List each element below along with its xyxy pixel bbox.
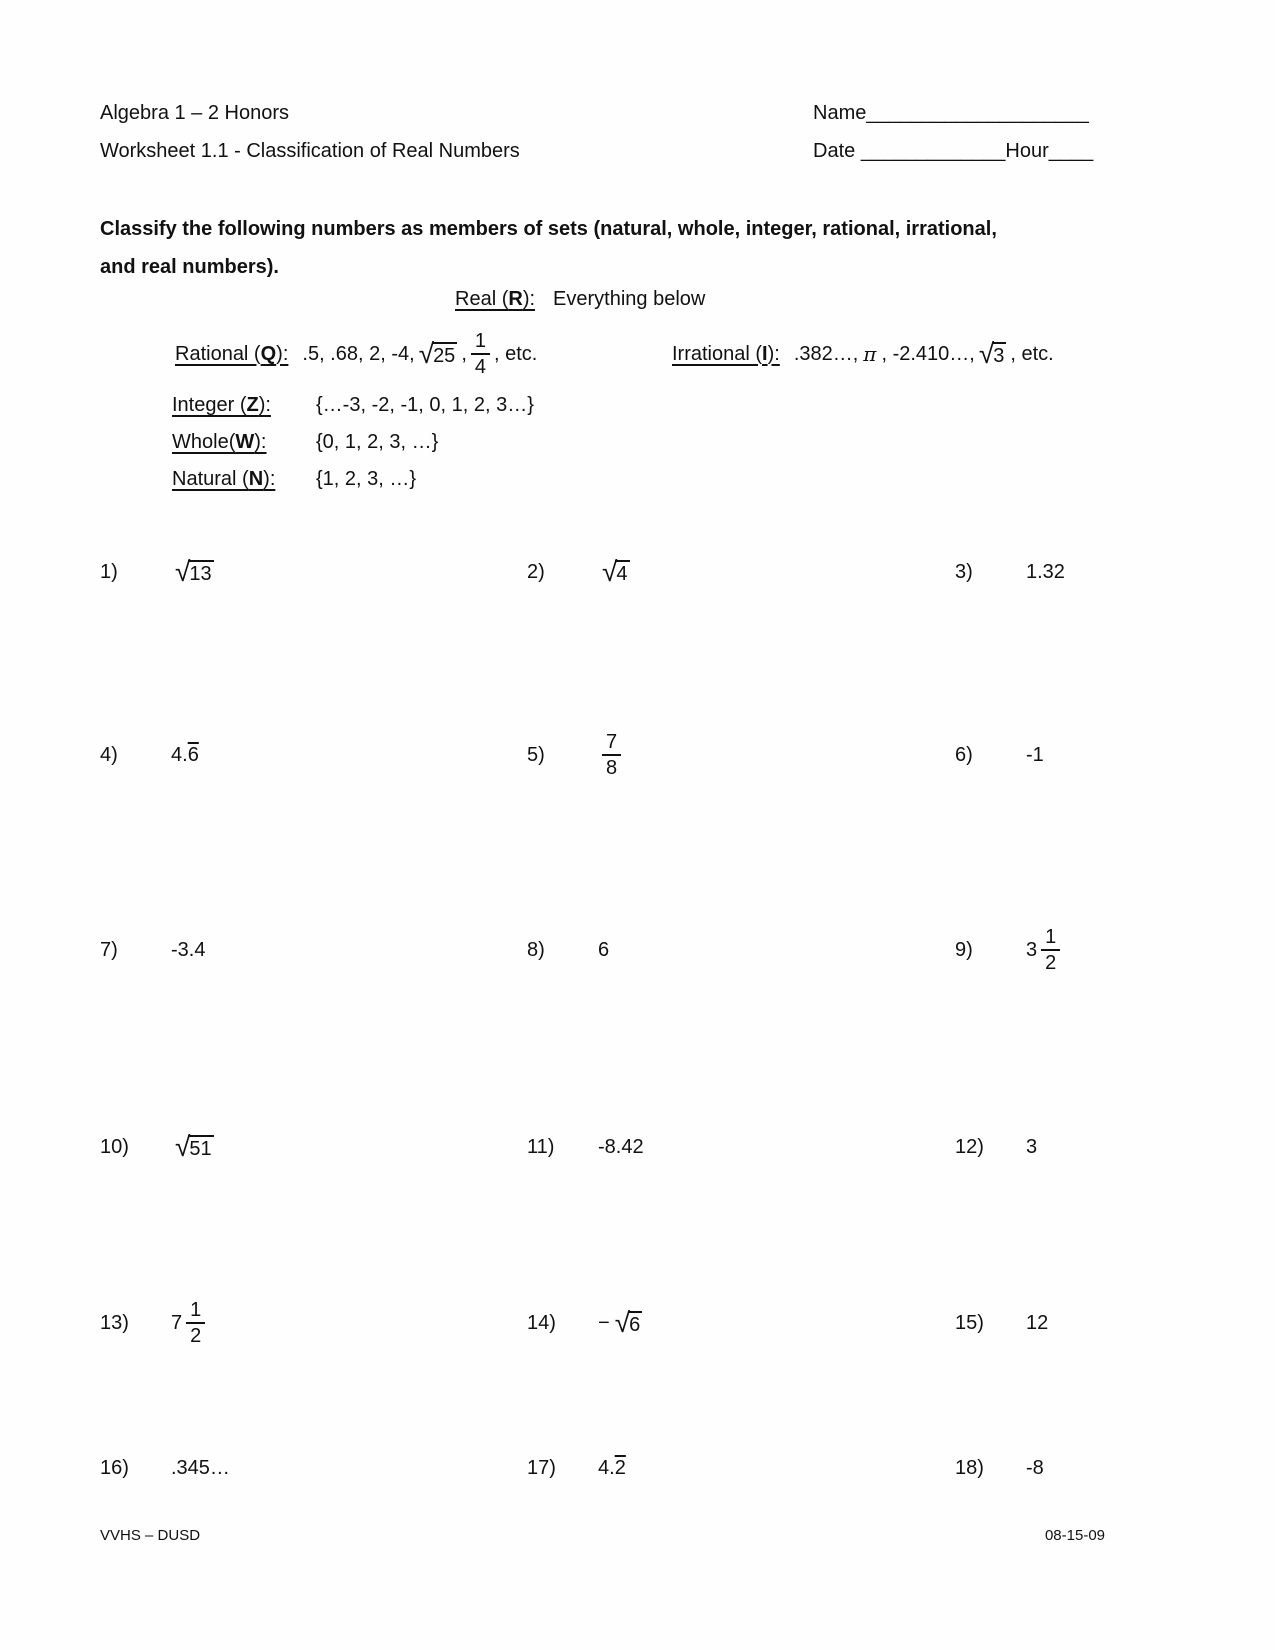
repeating-digit: 6 [187,743,199,766]
problem-value: 12 [1026,1311,1049,1334]
problem-value [598,731,625,779]
problem-1 [100,536,218,608]
problem-number: 13) [100,1311,129,1334]
problem-value [171,556,218,587]
header-right [813,94,1093,170]
decimal-part: 4. [598,1456,615,1479]
whole-part: 7 [171,1311,183,1334]
problem-value [171,1299,209,1347]
comma: , [461,342,467,365]
problem-number: 1) [100,560,118,583]
sqrt-expression [175,1131,214,1162]
set-whole-content: {0, 1, 2, 3, …} [316,431,439,453]
instructions-line2: and real numbers). [100,256,279,278]
fraction-denominator: 2 [1045,952,1057,974]
set-whole-label: Whole(W): [172,431,267,453]
fraction-denominator: 2 [190,1325,202,1347]
set-rational-label: Rational (Q): [175,342,289,365]
problem-16 [100,1432,230,1504]
radicand: 6 [628,1311,642,1335]
problem-2 [527,536,634,608]
problem-number: 16) [100,1456,129,1479]
name-label: Name [813,102,867,124]
problem-number: 8) [527,938,545,961]
fraction [186,1299,205,1347]
header-left [100,94,520,170]
set-rational-items: .5, .68, 2, -4, [302,342,415,365]
sqrt-expression [614,1307,643,1338]
sqrt-expression [175,556,214,587]
set-integer [172,394,534,417]
radical-icon: √ [175,1131,189,1162]
set-whole [172,431,438,454]
set-irrational-etc: , etc. [1010,342,1054,365]
course-title: Algebra 1 – 2 Honors [100,102,290,124]
problem-10 [100,1111,218,1183]
radical-icon: √ [614,1307,629,1338]
footer-school: VVHS – DUSD [100,1527,201,1544]
date-blank: _____________ [860,140,1006,162]
set-real [455,288,705,311]
problem-13 [100,1287,209,1359]
problem-6 [955,719,1044,791]
set-integer-label: Integer (Z): [172,394,271,416]
problem-value: .345… [171,1456,230,1479]
problem-value: 3 [1026,1135,1038,1158]
radical-icon: √ [978,338,993,369]
problem-number: 4) [100,743,118,766]
set-natural-content: {1, 2, 3, …} [316,468,417,490]
problem-value [171,744,199,767]
hour-blank: ____ [1048,140,1094,162]
radical-icon: √ [602,556,616,587]
mixed-number [1026,926,1064,974]
fraction-numerator: 7 [602,731,621,756]
problem-value: 1.32 [1026,560,1065,583]
footer-date: 08-15-09 [1044,1527,1105,1544]
set-irrational-label: Irrational (I): [672,342,780,365]
name-blank: ____________________ [866,102,1089,124]
set-irrational-items-mid: , -2.410…, [881,342,975,365]
pi-symbol: π [863,342,877,366]
problem-number: 3) [955,560,973,583]
sqrt-expression [602,556,630,587]
problem-number: 9) [955,938,973,961]
mixed-number [171,1299,209,1347]
instructions [100,210,1120,286]
sqrt-25: √ 25 [418,338,456,369]
problem-number: 12) [955,1135,984,1158]
repeating-digit: 2 [614,1456,626,1479]
problem-number: 2) [527,560,545,583]
set-integer-content: {…-3, -2, -1, 0, 1, 2, 3…} [316,394,534,416]
problem-18 [955,1432,1044,1504]
problem-value [1026,926,1064,974]
problem-number: 17) [527,1456,556,1479]
problem-number: 10) [100,1135,129,1158]
problem-8 [527,914,609,986]
problem-11 [527,1111,644,1183]
name-line [813,94,1093,132]
set-irrational [672,324,1054,384]
set-real-label: Real (R): [455,288,536,310]
date-hour-line [813,132,1093,170]
hour-label: Hour [1005,140,1049,162]
fraction-numerator: 1 [186,1299,205,1324]
set-natural-label: Natural (N): [172,468,276,490]
problem-value: 6 [598,938,610,961]
problem-3 [955,536,1065,608]
fraction-1-4: $\frac{1}{4}$ [471,330,490,378]
problem-number: 6) [955,743,973,766]
worksheet-title: Worksheet 1.1 - Classification of Real Numbers [100,140,520,162]
problem-value: -3.4 [171,938,206,961]
radicand: 51 [188,1135,213,1159]
radical-icon: √ [175,556,189,587]
problem-value [598,1307,646,1338]
problem-number: 18) [955,1456,984,1479]
problem-number: 7) [100,938,118,961]
problem-5 [527,719,625,791]
problem-4 [100,719,199,791]
fraction [602,731,621,779]
date-label: Date [813,140,861,162]
fraction-denominator: 8 [606,757,618,779]
problem-number: 5) [527,743,545,766]
instructions-line1: Classify the following numbers as members of sets (natural, whole, integer, rational, irrational, [100,218,997,240]
problem-7 [100,914,205,986]
sqrt-3: √ 3 [978,338,1005,369]
set-rational-etc: , etc. [494,342,538,365]
problem-12 [955,1111,1037,1183]
problem-value [171,1131,218,1162]
minus-sign: − [598,1311,610,1334]
problem-value [598,1457,626,1480]
whole-part: 3 [1026,938,1038,961]
problem-17 [527,1432,626,1504]
set-natural [172,468,416,491]
problem-value [598,556,634,587]
radical-icon: √ [418,338,433,369]
problem-9 [955,914,1064,986]
problem-value: -8.42 [598,1135,644,1158]
problem-14 [527,1287,646,1359]
radicand: 4 [615,560,629,584]
problem-15 [955,1287,1048,1359]
problem-value: -8 [1026,1456,1044,1479]
radicand: 13 [188,560,213,584]
problem-number: 14) [527,1311,556,1334]
set-irrational-items: .382…, [793,342,859,365]
decimal-part: 4. [171,743,188,766]
fraction-numerator: 1 [1041,926,1060,951]
problem-number: 15) [955,1311,984,1334]
set-real-content: Everything below [553,288,706,310]
fraction [1041,926,1060,974]
set-rational [175,324,537,384]
problem-number: 11) [527,1135,555,1158]
problem-value: -1 [1026,743,1044,766]
